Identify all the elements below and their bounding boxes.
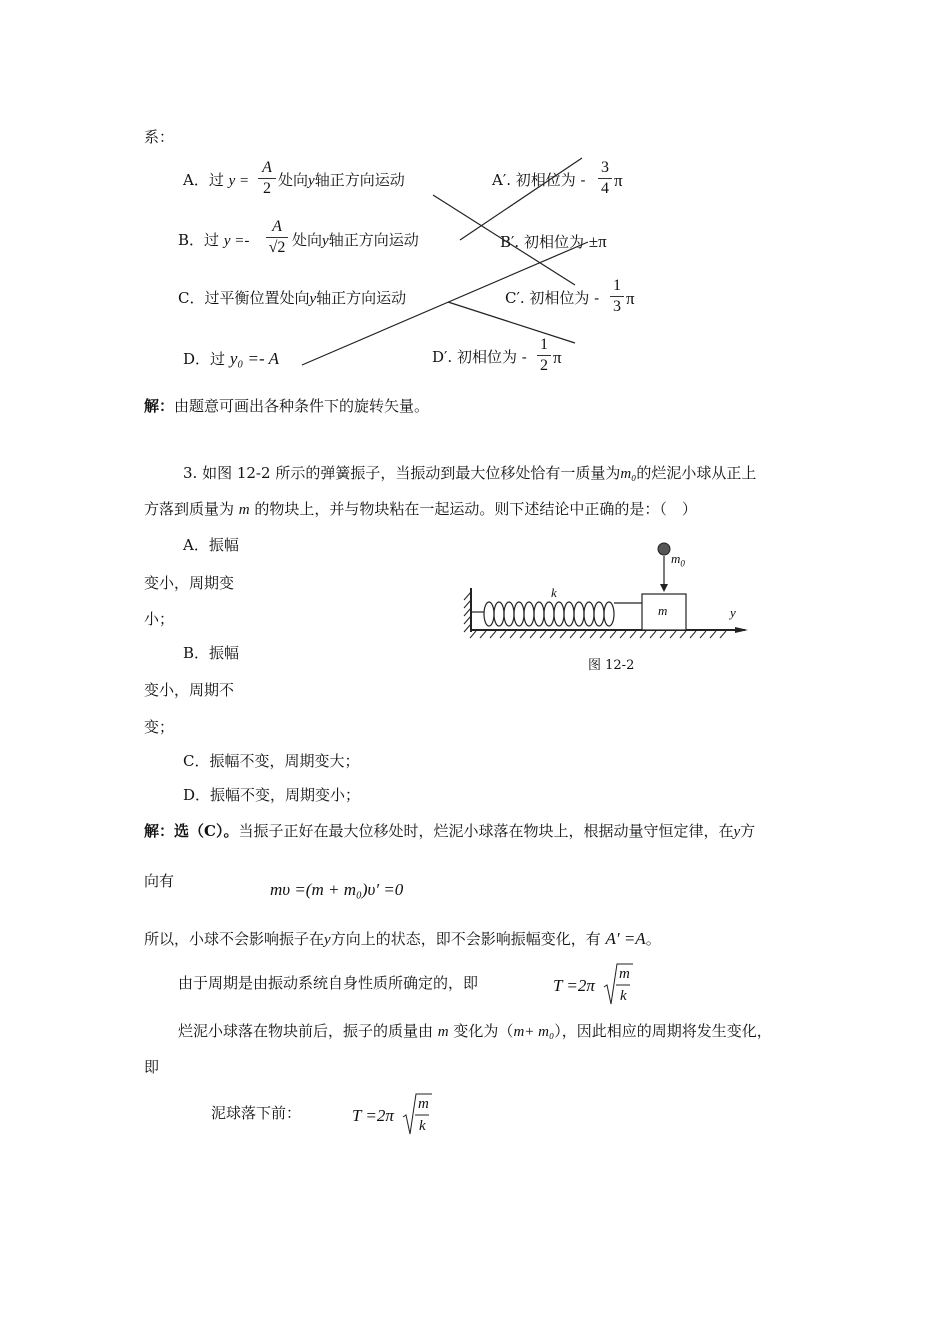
- match-right-c: C′. 初相位为 -: [505, 289, 600, 307]
- spring-k-label: k: [551, 585, 557, 600]
- sol2-line3: 所以，小球不会影响振子在y方向上的状态，即不会影响振幅变化，有 A′ =A。: [144, 929, 661, 948]
- frac-m-1: m: [619, 966, 630, 982]
- opt-a-2: 变小，周期变: [144, 574, 235, 592]
- y-axis-label: y: [730, 605, 736, 620]
- sol2-line4: 由于周期是由振动系统自身性质所确定的，即: [178, 974, 479, 992]
- frac-ra: 3 4: [598, 160, 612, 197]
- opt-b-2: 变小，周期不: [144, 681, 235, 699]
- frac-rc: 1 3: [610, 278, 624, 315]
- opt-b-3: 变；: [144, 718, 175, 736]
- frac-k-1: k: [620, 988, 627, 1004]
- q3-line2: 方落到质量为 m 的物块上，并与物块粘在一起运动。则下述结论中正确的是：（ ）: [144, 500, 697, 518]
- pi-rc: π: [626, 289, 635, 308]
- frac-k-2: k: [419, 1118, 426, 1134]
- sol2-line7: 泥球落下前：: [211, 1104, 302, 1122]
- frac-a: A 2: [258, 160, 276, 197]
- sol2-line2: 向有: [144, 872, 175, 890]
- block-m-label: m: [658, 603, 668, 618]
- sol2-line6: 即: [144, 1058, 160, 1076]
- sol2-line5: 烂泥小球落在物块前后，振子的质量由 m 变化为（m+ m₀），因此相应的周期将发生变化，: [178, 1022, 772, 1040]
- match-left-c: C．过平衡位置处向y轴正方向运动: [178, 289, 407, 307]
- match-left-a: A．过 y =: [183, 171, 250, 189]
- match-left-a-tail: 处向y轴正方向运动: [278, 171, 405, 189]
- frac-rd: 1 2: [537, 337, 551, 374]
- pi-rd: π: [553, 348, 562, 367]
- solution-1: 解：由题意可画出各种条件下的旋转矢量。: [144, 397, 430, 415]
- ball-m0-label: $m_0$: [671, 551, 685, 569]
- sol2-line1: 解：选（C）。当振子正好在最大位移处时，烂泥小球落在物块上，根据动量守恒定律，在y方: [144, 822, 756, 840]
- opt-a-3: 小；: [144, 610, 175, 628]
- opt-c: C．振幅不变，周期变大；: [183, 752, 360, 770]
- opt-b-1: B．振幅: [183, 644, 240, 662]
- match-right-d: D′. 初相位为 -: [432, 348, 527, 366]
- q3-line1: 3. 如图 12-2 所示的弹簧振子，当振动到最大位移处恰有一质量为m₀的烂泥小球从正上: [183, 464, 757, 482]
- period-eq-2: T =2π: [352, 1106, 394, 1125]
- match-left-b-tail: 处向y轴正方向运动: [292, 231, 419, 249]
- intro-text: 系：: [144, 128, 175, 146]
- pi-ra: π: [614, 171, 623, 190]
- match-right-b: B′. 初相位为 ±π: [500, 232, 607, 251]
- figure-caption: 图 12-2: [588, 658, 635, 673]
- match-right-a: A′. 初相位为 -: [492, 171, 586, 189]
- match-left-d: D．过 y₀ =- A: [183, 349, 279, 368]
- opt-a-1: A．振幅: [183, 536, 239, 554]
- opt-d: D．振幅不变，周期变小；: [183, 786, 361, 804]
- period-eq-1: T =2π: [553, 976, 595, 995]
- match-left-b: B．过 y =-: [178, 231, 250, 249]
- eq-momentum: mυ =(m + m₀)υ′ =0: [270, 880, 404, 899]
- frac-m-2: m: [418, 1096, 429, 1112]
- frac-b: A √2: [266, 219, 288, 256]
